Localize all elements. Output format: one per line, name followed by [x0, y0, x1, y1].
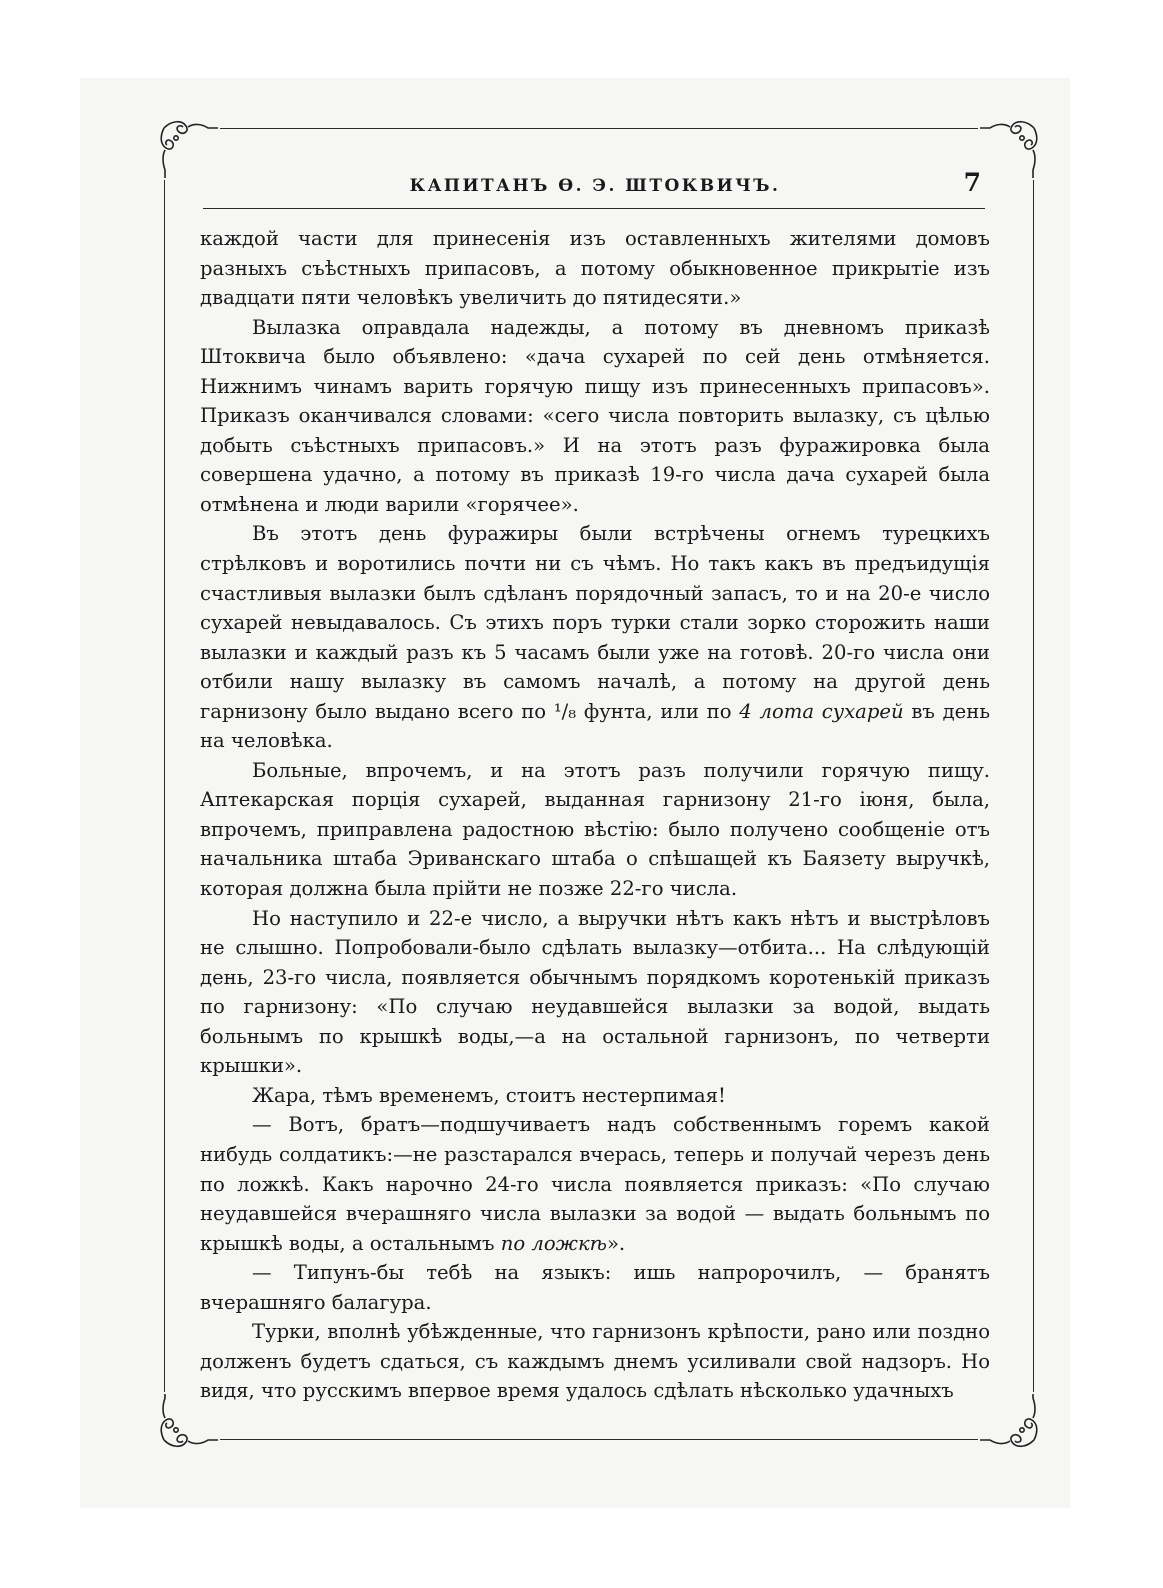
- text-run: ».: [606, 1231, 626, 1255]
- text-run: каждой части для принесенія изъ оставленныхъ жителями домовъ разныхъ съѣстныхъ припасовъ, а потому обыкновенное прикрытіе изъ двадцати пяти человѣкъ увеличить до пятидесяти.»: [200, 227, 990, 310]
- text-run: въ день на человѣка.: [200, 699, 990, 753]
- paragraph: [200, 313, 990, 520]
- paragraph: [200, 1317, 990, 1406]
- italic-run: 4 лота сухарей: [739, 699, 904, 723]
- text-run: Жара, тѣмъ временемъ, стоитъ нестерпимая!: [252, 1083, 726, 1107]
- paragraph: [200, 224, 990, 313]
- text-run: Но наступило и 22-е число, а выручки нѣтъ какъ нѣтъ и выстрѣловъ не слышно. Попробовали-было сдѣлать вылазку—отбита... На слѣдующій день, 23-го числа, появляется обычнымъ порядкомъ коротенькій приказъ по гарнизону: «По случаю неудавшейся вылазки за водой, выдать больнымъ по крышкѣ воды,—а на остальной гарнизонъ, по четверти крышки».: [200, 906, 990, 1078]
- running-title: КАПИТАНЪ Ѳ. Э. ШТОКВИЧЪ.: [409, 176, 781, 196]
- frame-bottom-rule: [220, 1439, 978, 1440]
- page-header: [205, 168, 985, 208]
- italic-run: по ложкѣ: [500, 1231, 607, 1255]
- page-number: 7: [963, 168, 981, 197]
- paragraph: [200, 904, 990, 1081]
- paragraph: [200, 519, 990, 755]
- frame-left-rule: [164, 180, 165, 1392]
- frame-right-rule: [1033, 180, 1034, 1392]
- text-run: Турки, вполнѣ убѣжденные, что гарнизонъ крѣпости, рано или поздно долженъ будетъ сдаться, съ каждымъ днемъ усиливали свой надзоръ. Но видя, что русскимъ впервое время удалось сдѣлать нѣсколько удачныхъ: [200, 1320, 990, 1403]
- paragraph: [200, 756, 990, 904]
- frame-top-rule: [220, 128, 978, 129]
- text-run: Больные, впрочемъ, и на этотъ разъ получили горячую пищу. Аптекарская порція сухарей, выданная гарнизону 21-го іюня, была, впрочемъ, приправлена радостною вѣстію: было получено сообщеніе отъ начальника штаба Эриванскаго штаба о спѣшащей къ Баязету выручкѣ, которая должна была прійти не позже 22-го числа.: [200, 758, 990, 901]
- text-run: — Вотъ, братъ—подшучиваетъ надъ собственнымъ горемъ какой нибудь солдатикъ:—не разстарался вчерась, теперь и получай черезъ день по ложкѣ. Какъ нарочно 24-го числа появляется приказъ: «По случаю неудавшейся вчерашняго числа вылазки за водой — выдать больнымъ по крышкѣ воды, а остальнымъ: [200, 1113, 990, 1255]
- body-text: [200, 224, 990, 1406]
- paragraph: [200, 1081, 990, 1111]
- text-run: Вылазка оправдала надежды, а потому въ дневномъ приказѣ Штоквича было объявлено: «дача сухарей по сей день отмѣняется. Нижнимъ чинамъ варить горячую пищу изъ принесенныхъ припасовъ». Приказъ оканчивался словами: «сего числа повторить вылазку, съ цѣлью добыть съѣстныхъ припасовъ.» И на этотъ разъ фуражировка была совершена удачно, а потому въ приказѣ 19-го числа дача сухарей была отмѣнена и люди варили «горячее».: [200, 315, 990, 516]
- corner-ornament-top-right: [980, 118, 1040, 178]
- text-run: Въ этотъ день фуражиры были встрѣчены огнемъ турецкихъ стрѣлковъ и воротились почти ни съ чѣмъ. Но такъ какъ въ предъидущія счастливыя вылазки былъ сдѣланъ порядочный запасъ, то и на 20-е число сухарей невыдавалось. Съ этихъ поръ турки стали зорко сторожить наши вылазки и каждый разъ къ 5 часамъ были уже на готовѣ. 20-го числа они отбили нашу вылазку въ самомъ началѣ, а потому на другой день гарнизону было выдано всего по ¹/₈ фунта, или по: [200, 522, 990, 723]
- paragraph: [200, 1110, 990, 1258]
- text-run: — Типунъ-бы тебѣ на языкъ: ишь напророчилъ, — бранятъ вчерашняго балагура.: [200, 1261, 990, 1314]
- paragraph: [200, 1258, 990, 1317]
- header-rule: [203, 208, 985, 209]
